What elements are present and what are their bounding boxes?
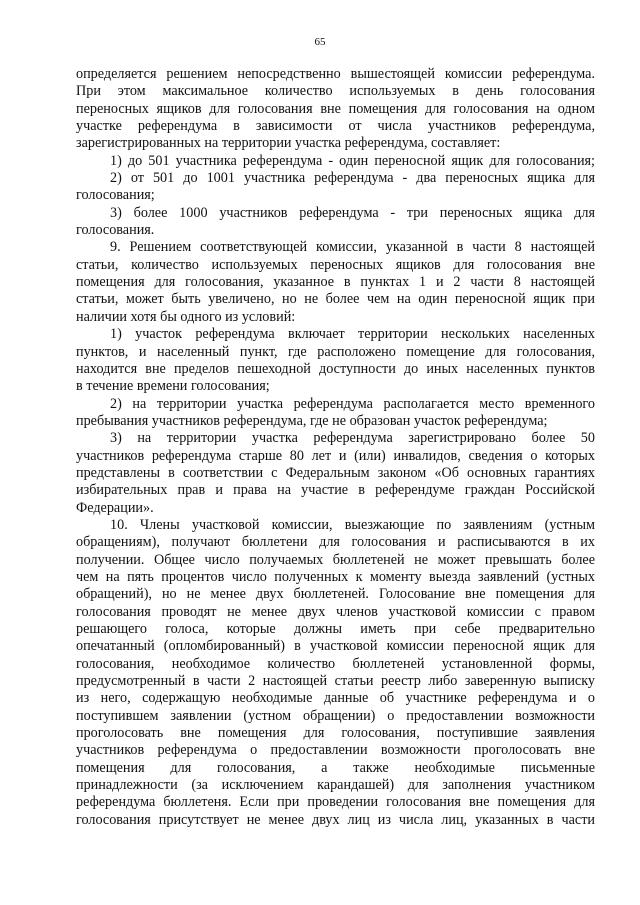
text-line: При этом максимальное количество используемых в день голосования [76,83,595,100]
text-line: участников референдума старше 80 лет и (или) инвалидов, сведения о которых [76,447,595,464]
text-line: получении. Общее число получаемых бюллетеней не может превышать более [76,551,595,568]
text-line: находится вне пределов пешеходной доступности до иных населенных пунктов [76,360,595,377]
text-line: избирательных прав и права на участие в референдуме граждан Российской [76,482,595,499]
text-line: представлены в соответствии с Федеральным законом «Об основных гарантиях [76,464,595,481]
text-line: 1) до 501 участника референдума - один переносной ящик для голосования; [110,152,595,169]
text-line: 2) на территории участка референдума располагается место временного [110,395,595,412]
text-line: чем на пять процентов число полученных к моменту выезда заявлений (устных [76,568,595,585]
text-line: опечатанный (опломбированный) в участковой комиссии переносной ящик для [76,638,595,655]
text-line: 3) более 1000 участников референдума - три переносных ящика для [110,204,595,221]
document-body [76,66,595,829]
page-number: 65 [314,36,326,48]
text-line: 1) участок референдума включает территории нескольких населенных [110,326,595,343]
text-line: 9. Решением соответствующей комиссии, указанной в части 8 настоящей [110,239,595,256]
text-line: Федерации». [76,499,154,516]
text-line: проголосовать вне помещения для голосования, поступившие заявления [76,725,595,742]
text-line: голосования, необходимое количество бюллетеней установленной формы, [76,655,595,672]
text-line: референдума бюллетеня. Если при проведении голосования вне помещения для [76,794,595,811]
text-line: обращений), но не менее двух бюллетеней. Голосование вне помещения для [76,586,595,603]
text-line: статьи, количество используемых переносных ящиков для голосования вне [76,256,595,273]
text-line: участников референдума о предоставлении возможности проголосовать вне [76,742,595,759]
text-line: в течение времени голосования; [76,378,270,395]
text-line: пунктов, и населенный пункт, где расположено помещение для голосования, [76,343,595,360]
text-line: принадлежности (за исключением карандашей) для заполнения участником [76,777,595,794]
text-line: из него, содержащую необходимые данные об участнике референдума и о [76,690,595,707]
text-line: решающего голоса, которые должны иметь при себе предварительно [76,621,595,637]
text-line: помещения для голосования, указанное в пунктах 1 и 2 части 8 настоящей [76,274,595,291]
text-line: обращениям), получают бюллетени для голосования и расписываются в их [76,534,595,551]
text-line: переносных ящиков для голосования вне помещения для голосования на одном [76,100,595,117]
text-line: определяется решением непосредственно вышестоящей комиссии референдума. [76,66,595,82]
text-line: голосования. [76,222,155,239]
text-line: голосования; [76,187,155,204]
text-line: помещения для голосования, а также необходимые письменные [76,759,595,776]
text-line: 10. Члены участковой комиссии, выезжающие по заявлениям (устным [110,516,595,533]
text-line: участке референдума в зависимости от числа участников референдума, [76,118,595,135]
text-line: 2) от 501 до 1001 участника референдума - два переносных ящика для [110,170,595,187]
text-line: 3) на территории участка референдума зарегистрировано более 50 [110,430,595,447]
text-line: статьи, может быть увеличено, но не более чем на один переносной ящик при [76,291,595,308]
text-line: предусмотренный в части 2 настоящей статьи реестр либо заверенную выписку [76,673,595,690]
text-line: пребывания участников референдума, где не образован участок референдума; [76,412,548,429]
text-line: зарегистрированных на территории участка референдума, составляет: [76,135,501,152]
text-line: наличии хотя бы одного из условий: [76,308,296,325]
text-line: поступившем заявлении (устном обращении) о предоставлении возможности [76,707,595,724]
text-line: голосования проводят не менее двух членов участковой комиссии с правом [76,603,595,620]
text-line: голосования присутствует не менее двух лиц из числа лиц, указанных в части [76,811,595,828]
